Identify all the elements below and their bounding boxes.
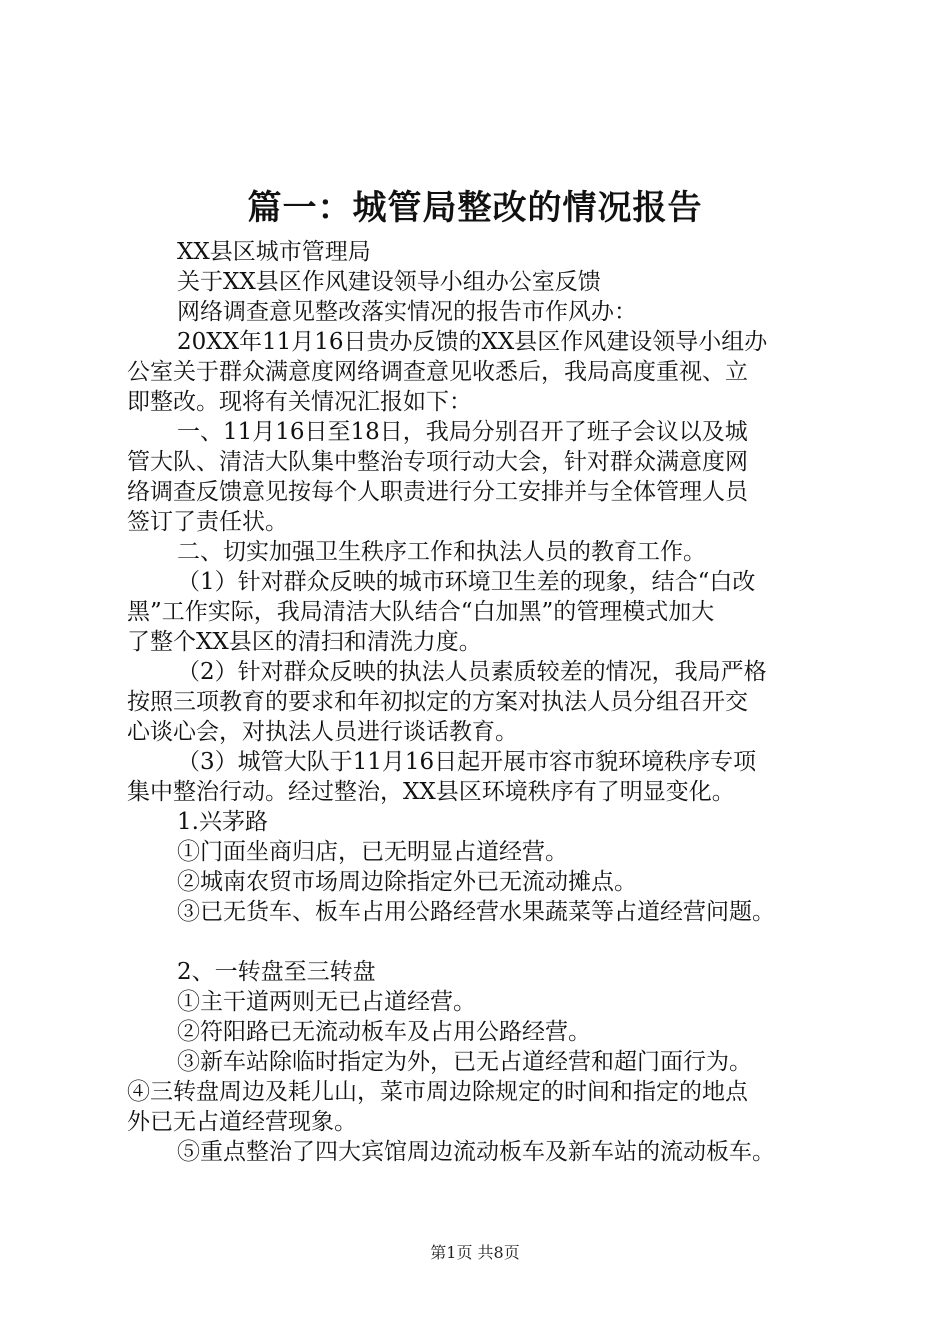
list-item: ②城南农贸市场周边除指定外已无流动摊点。 — [177, 869, 637, 895]
list-item: ②符阳路已无流动板车及占用公路经营。 — [177, 1019, 591, 1045]
list-item: ①门面坐商归店，已无明显占道经营。 — [177, 839, 568, 865]
document-title: 篇一：城管局整改的情况报告 — [247, 188, 703, 228]
paragraph-line: 黑”工作实际，我局清洁大队结合“白加黑”的管理模式加大 — [127, 599, 715, 625]
paragraph-line: 络调查反馈意见按每个人职责进行分工安排并与全体管理人员 — [127, 479, 748, 505]
paragraph-line: 管大队、清洁大队集中整治专项行动大会，针对群众满意度网 — [127, 449, 748, 475]
paragraph-line: 了整个XX县区的清扫和清洗力度。 — [127, 629, 482, 655]
paragraph-line: 外已无占道经营现象。 — [127, 1109, 357, 1135]
page-footer: 第1页 共8页 — [430, 1243, 520, 1262]
list-item: ③新车站除临时指定为外，已无占道经营和超门面行为。 — [177, 1049, 752, 1075]
list-item: ④三转盘周边及耗儿山，菜市周边除规定的时间和指定的地点 — [127, 1079, 748, 1105]
paragraph-line: 公室关于群众满意度网络调查意见收悉后，我局高度重视、立 — [127, 359, 748, 385]
paragraph-line: XX县区城市管理局 — [177, 239, 371, 265]
paragraph-line: 关于XX县区作风建设领导小组办公室反馈 — [177, 269, 601, 295]
list-item: ①主干道两则无已占道经营。 — [177, 989, 476, 1015]
paragraph-line: （1）针对群众反映的城市环境卫生差的现象，结合“白改 — [177, 569, 756, 595]
paragraph-line: （2）针对群众反映的执法人员素质较差的情况，我局严格 — [177, 659, 767, 685]
paragraph-line: 按照三项教育的要求和年初拟定的方案对执法人员分组召开交 — [127, 689, 748, 715]
list-item: ⑤重点整治了四大宾馆周边流动板车及新车站的流动板车。 — [177, 1139, 775, 1165]
list-heading: 2、一转盘至三转盘 — [177, 959, 376, 985]
paragraph-line: 一、11月16日至18日，我局分别召开了班子会议以及城 — [177, 419, 748, 445]
paragraph-line: 二、切实加强卫生秩序工作和执法人员的教育工作。 — [177, 539, 706, 565]
paragraph-line: 20XX年11月16日贵办反馈的XX县区作风建设领导小组办 — [177, 329, 768, 355]
paragraph-line: 网络调查意见整改落实情况的报告市作风办： — [177, 299, 637, 325]
list-item: ③已无货车、板车占用公路经营水果蔬菜等占道经营问题。 — [177, 899, 775, 925]
paragraph-line: 集中整治行动。经过整治，XX县区环境秩序有了明显变化。 — [127, 779, 735, 805]
paragraph-line: （3）城管大队于11月16日起开展市容市貌环境秩序专项 — [177, 749, 757, 775]
document-body — [127, 237, 839, 1167]
blank-line — [127, 927, 839, 957]
list-heading: 1.兴茅路 — [177, 809, 268, 835]
paragraph-line: 心谈心会，对执法人员进行谈话教育。 — [127, 719, 518, 745]
paragraph-line: 签订了责任状。 — [127, 509, 288, 535]
paragraph-line: 即整改。现将有关情况汇报如下： — [127, 389, 472, 415]
